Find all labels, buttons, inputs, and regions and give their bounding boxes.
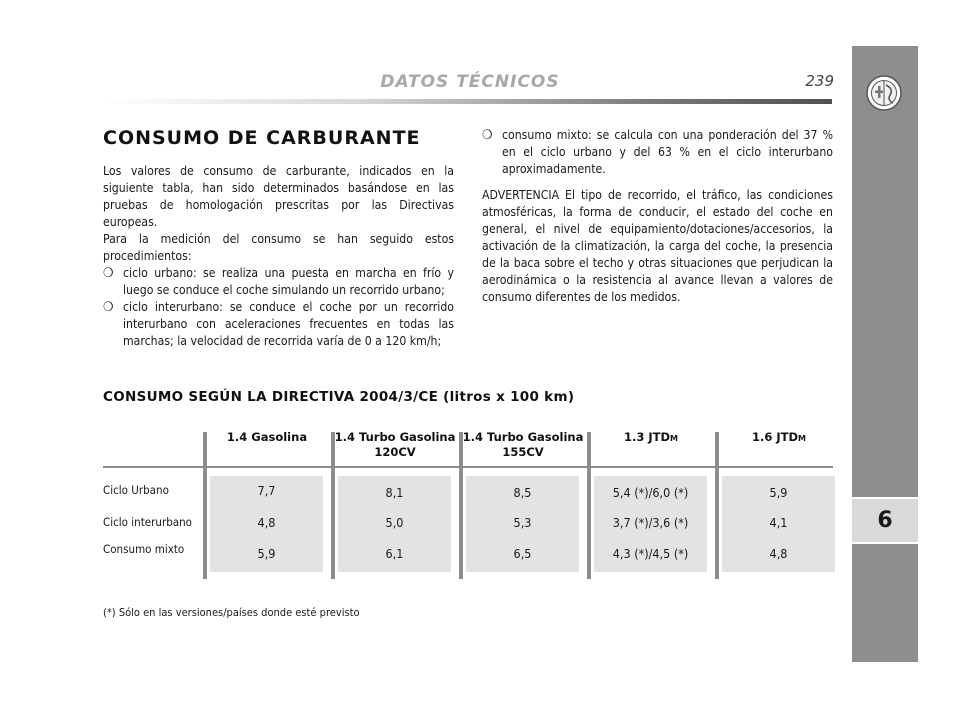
table-cell: 8,1 [385,485,404,500]
advertencia-paragraph: ADVERTENCIA El tipo de recorrido, el tráfico, las condiciones atmosféricas, la forma de conducir, el estado del coche en general, el nivel de equipamiento/dotaciones/accesorios, la activación de la climatización, la carga del coche, la presencia de la baca sobre el techo y otras situaciones que perjudican la aerodinámica o la resistencia al avance llevan a valores de consumo diferentes de los medidos. [482,188,833,304]
table-cell: 3,7 (*)/3,6 (*) [612,515,689,530]
table-cell: 5,9 [769,485,788,500]
intro-paragraph: Los valores de consumo de carburante, indicados en la siguiente tabla, han sido determinados basándose en las pruebas de homologación prescritas por las Directivas europeas. [103,164,454,229]
running-header-title: DATOS TÉCNICOS [380,72,560,92]
table-cell: 7,7 [257,483,276,498]
section-tab [852,46,918,662]
section-heading: CONSUMO DE CARBURANTE [103,127,421,149]
header-rule [102,99,832,104]
section-tab-divider [852,542,918,544]
table-cell: 5,0 [385,515,404,530]
column-header: 1.4 Gasolina [226,430,308,444]
table-footnote: (*) Sólo en las versiones/países donde esté previsto [103,606,360,619]
alfa-romeo-logo-icon [866,75,902,111]
second-column [482,127,833,306]
circle-bullet-icon: ❍ [103,300,114,315]
intro-paragraph: Para la medición del consumo se han seguido estos procedimientos: [103,232,454,263]
table-cell: 4,8 [257,515,276,530]
table-cell: 4,8 [769,546,788,561]
intro-column [103,163,454,350]
table-cell: 6,5 [513,546,532,561]
table-cell: 5,9 [257,546,276,561]
row-label: Ciclo Urbano [103,483,169,497]
circle-bullet-icon: ❍ [482,128,493,143]
table-header-rule [103,466,833,468]
table-column-divider [587,432,591,579]
column-header: 1.6 JTDM [751,430,806,444]
bullet-item-urbano [103,265,454,299]
bullet-text: consumo mixto: se calcula con una ponderación del 37 % en el ciclo urbano y del 63 % en el ciclo interurbano aproximadamente. [502,128,833,176]
column-header: 1.3 JTDM [623,430,678,444]
row-label: Ciclo interurbano [103,515,192,529]
bullet-text: ciclo urbano: se realiza una puesta en marcha en frío y luego se conduce el coche simulando un recorrido urbano; [123,266,454,297]
table-cell: 4,1 [769,515,788,530]
table-cell: 5,3 [513,515,532,530]
circle-bullet-icon: ❍ [103,266,114,281]
table-cell: 8,5 [513,485,532,500]
bullet-item-interurbano [103,299,454,350]
row-label: Consumo mixto [103,542,185,556]
table-cell: 4,3 (*)/4,5 (*) [612,546,689,561]
page-number: 239 [805,72,834,90]
column-header: 1.4 Turbo Gasolina 155CV [462,430,584,459]
table-column-divider [715,432,719,579]
column-header: 1.4 Turbo Gasolina 120CV [334,430,456,459]
table-cell: 6,1 [385,546,404,561]
table-cell: 5,4 (*)/6,0 (*) [612,485,689,500]
bullet-item-mixto [482,127,833,178]
section-number: 6 [877,508,893,533]
table-title: CONSUMO SEGÚN LA DIRECTIVA 2004/3/CE (litros x 100 km) [103,389,575,405]
table-column-divider [203,432,207,579]
bullet-text: ciclo interurbano: se conduce el coche por un recorrido interurbano con aceleraciones frecuentes en todas las marchas; la velocidad de recorrida varía de 0 a 120 km/h; [123,300,454,348]
